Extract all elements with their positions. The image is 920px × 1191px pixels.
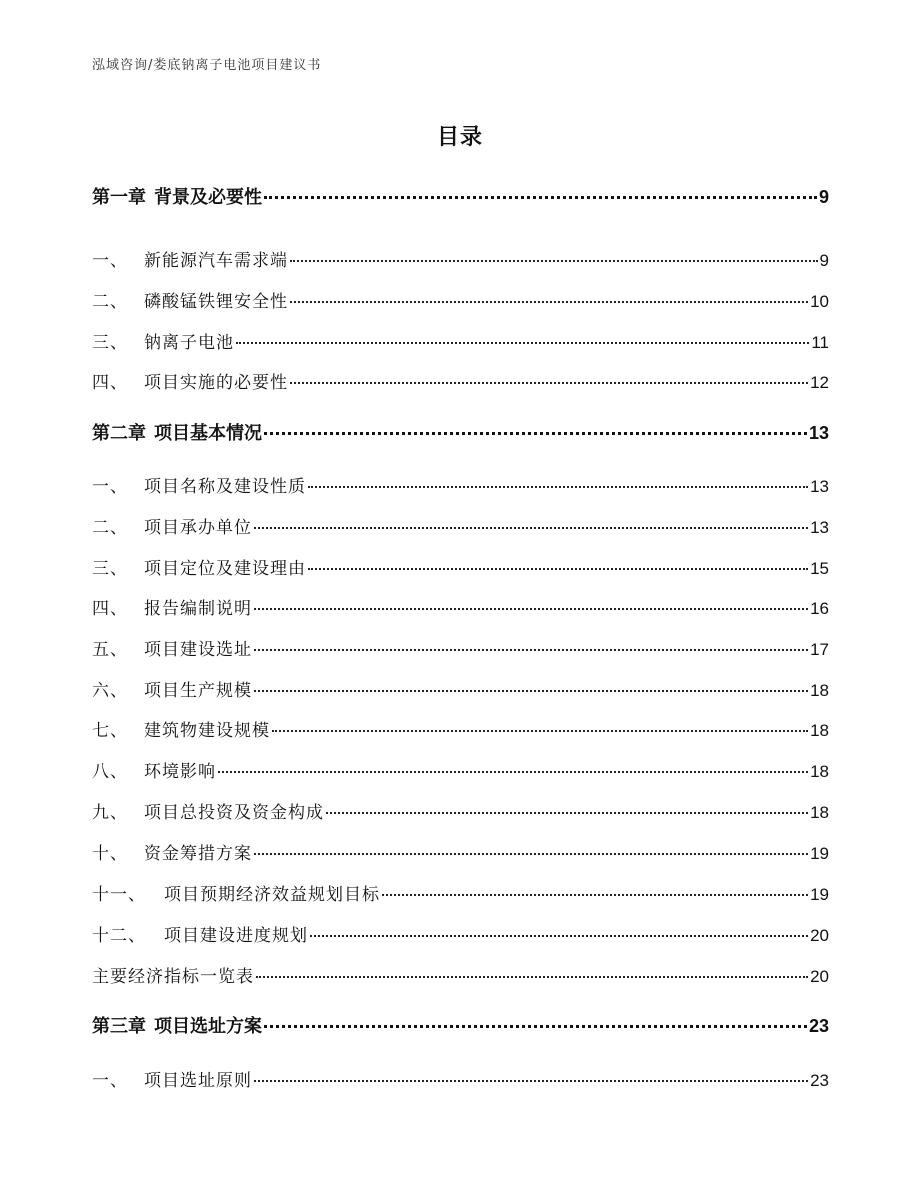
toc-leader-dots (290, 301, 808, 303)
toc-entry-chapter-1[interactable] (92, 183, 829, 209)
toc-entry-section[interactable] (92, 554, 829, 579)
toc-entry-page: 18 (810, 681, 829, 700)
toc-entry-section[interactable] (92, 246, 829, 271)
toc-entry-title: 项目选址原则 (144, 1071, 252, 1091)
toc-leader-dots (218, 771, 808, 773)
toc-leader-dots (290, 382, 808, 384)
toc-entry-number: 一、 (92, 251, 128, 271)
toc-entry-number: 六、 (92, 681, 128, 701)
toc-entry-section[interactable] (92, 287, 829, 312)
toc-entry-page: 23 (808, 1016, 829, 1036)
toc-entry-page: 19 (810, 844, 829, 863)
toc-entry-title: 项目建设进度规划 (164, 926, 308, 946)
toc-entry-number: 四、 (92, 373, 128, 393)
toc-entry-section[interactable] (92, 676, 829, 701)
toc-entry-number: 二、 (92, 518, 128, 538)
toc-leader-dots (308, 568, 808, 570)
toc-leader-dots (272, 730, 808, 732)
toc-entry-title: 项目生产规模 (144, 681, 252, 701)
toc-entry-page: 20 (810, 926, 829, 945)
toc-entry-page: 13 (810, 518, 829, 537)
toc-entry-section[interactable] (92, 716, 829, 741)
toc-entry-section[interactable] (92, 921, 829, 946)
toc-entry-title: 项目定位及建设理由 (144, 559, 306, 579)
toc-entry-number: 五、 (92, 640, 128, 660)
toc-leader-dots (256, 976, 808, 978)
toc-leader-dots (308, 486, 808, 488)
toc-entry-title: 项目承办单位 (144, 518, 252, 538)
toc-entry-appendix-table[interactable] (92, 962, 829, 987)
toc-entry-number: 第二章 (92, 423, 146, 444)
toc-entry-title: 钠离子电池 (144, 333, 234, 353)
toc-entry-title: 新能源汽车需求端 (144, 251, 288, 271)
toc-entry-section[interactable] (92, 757, 829, 782)
toc-entry-title: 环境影响 (144, 762, 216, 782)
toc-leader-dots (290, 260, 818, 262)
toc-entry-number: 三、 (92, 333, 128, 353)
toc-entry-title: 项目基本情况 (154, 423, 262, 444)
toc-entry-number: 九、 (92, 803, 128, 823)
toc-entry-number: 一、 (92, 477, 128, 497)
toc-entry-page: 18 (810, 721, 829, 740)
toc-leader-dots (254, 649, 808, 651)
page-header: 泓域咨询/娄底钠离子电池项目建议书 (92, 58, 322, 73)
toc-entry-title: 资金筹措方案 (144, 844, 252, 864)
toc-leader-dots (264, 196, 817, 199)
toc-leader-dots (254, 527, 808, 529)
toc-leader-dots (254, 608, 808, 610)
toc-entry-title: 项目建设选址 (144, 640, 252, 660)
toc-entry-title: 报告编制说明 (144, 599, 252, 619)
toc-leader-dots (264, 1025, 807, 1028)
toc-leader-dots (236, 342, 809, 344)
toc-entry-page: 13 (810, 477, 829, 496)
toc-entry-section[interactable] (92, 513, 829, 538)
toc-entry-page: 10 (810, 292, 829, 311)
toc-entry-number: 第三章 (92, 1016, 146, 1037)
toc-leader-dots (254, 853, 808, 855)
toc-entry-section[interactable] (92, 798, 829, 823)
toc-entry-page: 23 (810, 1071, 829, 1090)
toc-entry-title: 建筑物建设规模 (144, 721, 270, 741)
toc-entry-section[interactable] (92, 594, 829, 619)
toc-entry-title: 项目总投资及资金构成 (144, 803, 324, 823)
toc-entry-title: 项目选址方案 (154, 1016, 262, 1037)
toc-leader-dots (254, 690, 808, 692)
toc-title: 目录 (436, 125, 483, 150)
toc-entry-title: 主要经济指标一览表 (92, 967, 254, 987)
toc-entry-number: 八、 (92, 762, 128, 782)
toc-entry-title: 项目预期经济效益规划目标 (164, 885, 380, 905)
toc-entry-page: 9 (818, 187, 829, 207)
toc-entry-number: 十一、 (92, 885, 146, 905)
toc-entry-chapter-2[interactable] (92, 419, 829, 445)
toc-entry-page: 9 (819, 251, 829, 270)
toc-entry-number: 第一章 (92, 187, 146, 208)
toc-leader-dots (326, 812, 808, 814)
toc-entry-number: 十二、 (92, 926, 146, 946)
toc-entry-number: 十、 (92, 844, 128, 864)
toc-entry-title: 磷酸锰铁锂安全性 (144, 292, 288, 312)
toc-entry-number: 一、 (92, 1071, 128, 1091)
toc-entry-section[interactable] (92, 1066, 829, 1091)
toc-entry-section[interactable] (92, 839, 829, 864)
toc-entry-number: 二、 (92, 292, 128, 312)
toc-entry-number: 三、 (92, 559, 128, 579)
toc-entry-page: 18 (810, 762, 829, 781)
toc-leader-dots (382, 894, 808, 896)
toc-leader-dots (310, 935, 808, 937)
toc-entry-title: 项目名称及建设性质 (144, 477, 306, 497)
toc-entry-page: 20 (810, 967, 829, 986)
toc-entry-page: 17 (810, 640, 829, 659)
toc-entry-chapter-3[interactable] (92, 1012, 829, 1038)
toc-entry-page: 16 (810, 599, 829, 618)
toc-entry-page: 19 (810, 885, 829, 904)
toc-leader-dots (254, 1080, 808, 1082)
toc-entry-number: 七、 (92, 721, 128, 741)
toc-entry-page: 12 (810, 373, 829, 392)
toc-entry-title: 背景及必要性 (154, 187, 262, 208)
toc-entry-section[interactable] (92, 368, 829, 393)
toc-entry-section[interactable] (92, 880, 829, 905)
toc-leader-dots (264, 432, 807, 435)
toc-entry-number: 四、 (92, 599, 128, 619)
toc-entry-page: 13 (808, 423, 829, 443)
toc-entry-section[interactable] (92, 635, 829, 660)
toc-entry-section[interactable] (92, 472, 829, 497)
toc-entry-section[interactable] (92, 328, 829, 353)
toc-entry-page: 11 (811, 333, 829, 352)
toc-entry-page: 18 (810, 803, 829, 822)
toc-entry-title: 项目实施的必要性 (144, 373, 288, 393)
toc-entry-page: 15 (810, 559, 829, 578)
